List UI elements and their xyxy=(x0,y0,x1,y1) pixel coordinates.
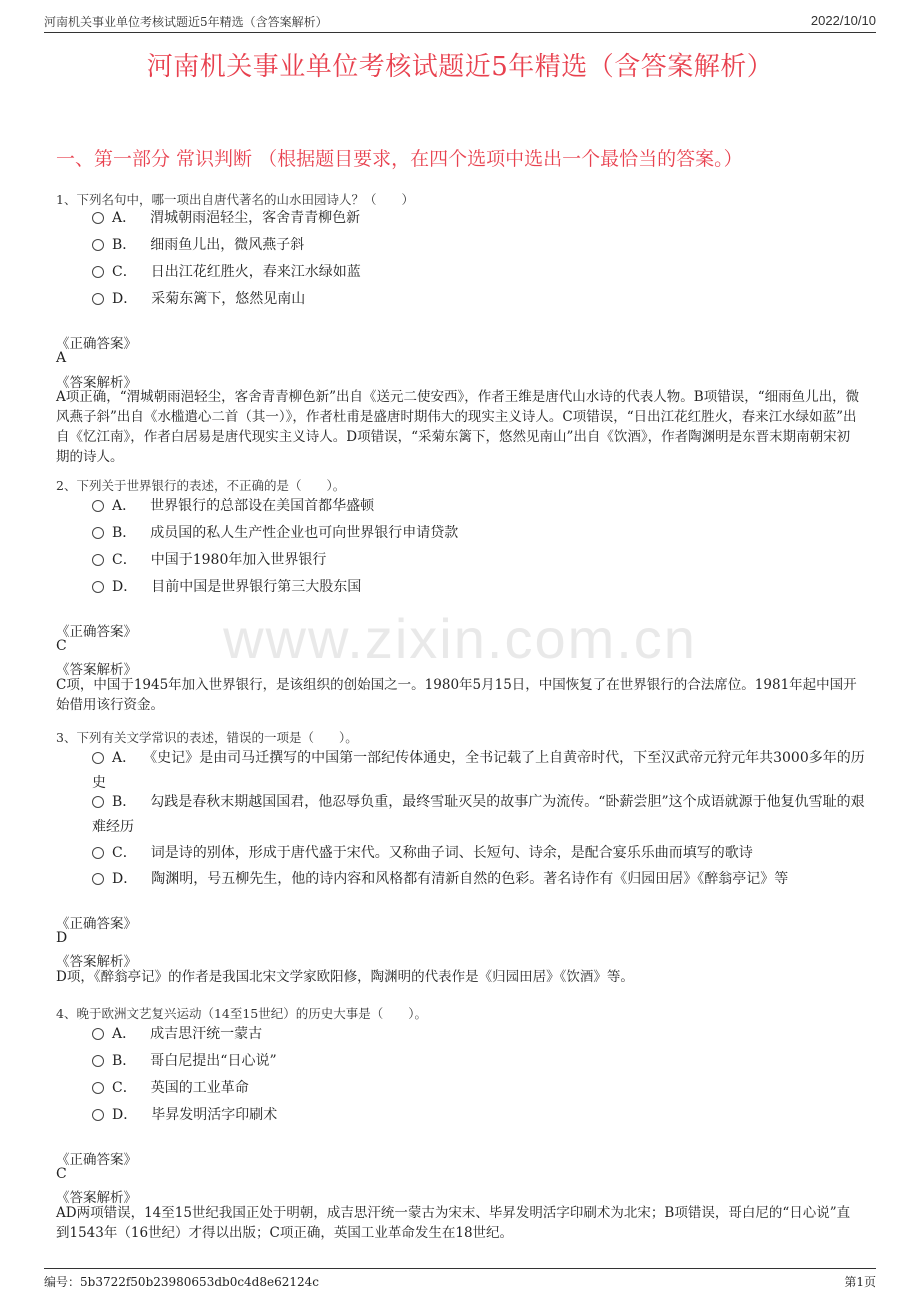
page-number: 第1页 xyxy=(844,1275,876,1289)
question-4-option-a[interactable]: A． 成吉思汗统一蒙古 xyxy=(92,1022,868,1047)
question-1-text: 1、下列名句中，哪一项出自唐代著名的山水田园诗人？（ ） xyxy=(56,192,414,207)
correct-answer-label: 《正确答案》 xyxy=(56,916,137,932)
question-3-option-b[interactable]: B． 勾践是春秋末期越国国君，他忍辱负重，最终雪耻灭吴的故事广为流传。“卧薪尝胆”这个成语就源于他复仇雪耻的艰难经历 xyxy=(92,794,865,835)
section-heading: 一、第一部分 常识判断 （根据题目要求，在四个选项中选出一个最恰当的答案。） xyxy=(56,148,743,170)
radio-icon[interactable] xyxy=(92,500,104,512)
question-4-text: 4、晚于欧洲文艺复兴运动（14至15世纪）的历史大事是（ ）。 xyxy=(56,1006,428,1021)
page-header xyxy=(44,10,876,33)
question-3-option-c[interactable]: C． 词是诗的别体，形成于唐代盛于宋代。又称曲子词、长短句、诗余，是配合宴乐乐曲而填写的歌诗 xyxy=(92,841,868,866)
question-4-option-d[interactable]: D． 毕昇发明活字印刷术 xyxy=(92,1103,868,1128)
question-3-explanation: D项，《醉翁亭记》的作者是我国北宋文学家欧阳修，陶渊明的代表作是《归园田居》《饮酒》等。 xyxy=(56,969,634,985)
radio-icon[interactable] xyxy=(92,1082,104,1094)
question-3-answer: D xyxy=(56,930,68,946)
question-1-option-c[interactable]: C． 日出江花红胜火，春来江水绿如蓝 xyxy=(92,260,868,285)
question-2-option-b[interactable]: B． 成员国的私人生产性企业也可向世界银行申请贷款 xyxy=(92,521,868,546)
radio-icon[interactable] xyxy=(92,266,104,278)
correct-answer-label: 《正确答案》 xyxy=(56,1152,137,1168)
question-1-explanation: A项正确，“渭城朝雨浥轻尘，客舍青青柳色新”出自《送元二使安西》，作者王维是唐代山水诗的代表人物。B项错误，“细雨鱼儿出，微风燕子斜”出自《水槛遣心二首（其一）》，作者杜甫是盛唐时期伟大的现实主义诗人。C项错误，“日出江花红胜火，春来江水绿如蓝”出自《忆江南》，作者白居易是唐代现实主义诗人。D项错误，“采菊东篱下，悠然见南山”出自《饮酒》，作者陶渊明是东晋末期南朝宋初期的诗人。 xyxy=(56,389,860,465)
document-code: 编号：5b3722f50b23980653db0c4d8e62124c xyxy=(44,1275,319,1289)
correct-answer-label: 《正确答案》 xyxy=(56,336,137,352)
watermark: www.zixin.com.cn xyxy=(223,607,697,670)
question-2-explanation: C项，中国于1945年加入世界银行，是该组织的创始国之一。1980年5月15日，中国恢复了在世界银行的合法席位。1981年起中国开始借用该行资金。 xyxy=(56,677,857,713)
radio-icon[interactable] xyxy=(92,293,104,305)
radio-icon[interactable] xyxy=(92,554,104,566)
radio-icon[interactable] xyxy=(92,847,104,859)
radio-icon[interactable] xyxy=(92,239,104,251)
radio-icon[interactable] xyxy=(92,1055,104,1067)
radio-icon[interactable] xyxy=(92,796,104,808)
radio-icon[interactable] xyxy=(92,527,104,539)
analysis-label: 《答案解析》 xyxy=(56,375,137,391)
analysis-label: 《答案解析》 xyxy=(56,954,137,970)
document-title: 河南机关事业单位考核试题近5年精选（含答案解析） xyxy=(146,52,774,82)
question-4-explanation: AD两项错误，14至15世纪我国正处于明朝，成吉思汗统一蒙古为宋末、毕昇发明活字印刷术为北宋；B项错误，哥白尼的“日心说”直到1543年（16世纪）才得以出版；C项正确，英国工业革命发生在18世纪。 xyxy=(56,1205,851,1241)
header-doc-title: 河南机关事业单位考核试题近5年精选（含答案解析） xyxy=(44,15,328,29)
correct-answer-label: 《正确答案》 xyxy=(56,624,137,640)
radio-icon[interactable] xyxy=(92,752,104,764)
radio-icon[interactable] xyxy=(92,212,104,224)
header-date: 2022/10/10 xyxy=(810,13,876,28)
question-1-answer: A xyxy=(56,350,67,366)
question-3-option-d[interactable]: D． 陶渊明，号五柳先生，他的诗内容和风格都有清新自然的色彩。著名诗作有《归园田居》《醉翁亭记》等 xyxy=(92,867,868,892)
analysis-label: 《答案解析》 xyxy=(56,1190,137,1206)
page-footer xyxy=(44,1268,876,1291)
question-2-option-c[interactable]: C． 中国于1980年加入世界银行 xyxy=(92,548,868,573)
question-3-text: 3、下列有关文学常识的表述，错误的一项是（ ）。 xyxy=(56,730,358,745)
question-4-answer: C xyxy=(56,1166,67,1182)
question-1-option-b[interactable]: B． 细雨鱼儿出，微风燕子斜 xyxy=(92,233,868,258)
question-2-answer: C xyxy=(56,638,67,654)
radio-icon[interactable] xyxy=(92,1109,104,1121)
question-4-option-c[interactable]: C． 英国的工业革命 xyxy=(92,1076,868,1101)
question-1-option-a[interactable]: A． 渭城朝雨浥轻尘，客舍青青柳色新 xyxy=(92,206,868,231)
question-2-option-a[interactable]: A． 世界银行的总部设在美国首都华盛顿 xyxy=(92,494,868,519)
radio-icon[interactable] xyxy=(92,1028,104,1040)
question-2-option-d[interactable]: D． 目前中国是世界银行第三大股东国 xyxy=(92,575,868,600)
question-3-option-a[interactable]: A． 《史记》是由司马迁撰写的中国第一部纪传体通史，全书记载了上自黄帝时代，下至汉武帝元狩元年共3000多年的历史 xyxy=(92,750,865,791)
question-1-option-d[interactable]: D． 采菊东篱下，悠然见南山 xyxy=(92,287,868,312)
radio-icon[interactable] xyxy=(92,873,104,885)
question-4-option-b[interactable]: B． 哥白尼提出“日心说” xyxy=(92,1049,868,1074)
analysis-label: 《答案解析》 xyxy=(56,662,137,678)
radio-icon[interactable] xyxy=(92,581,104,593)
question-2-text: 2、下列关于世界银行的表述，不正确的是（ ）。 xyxy=(56,478,346,493)
